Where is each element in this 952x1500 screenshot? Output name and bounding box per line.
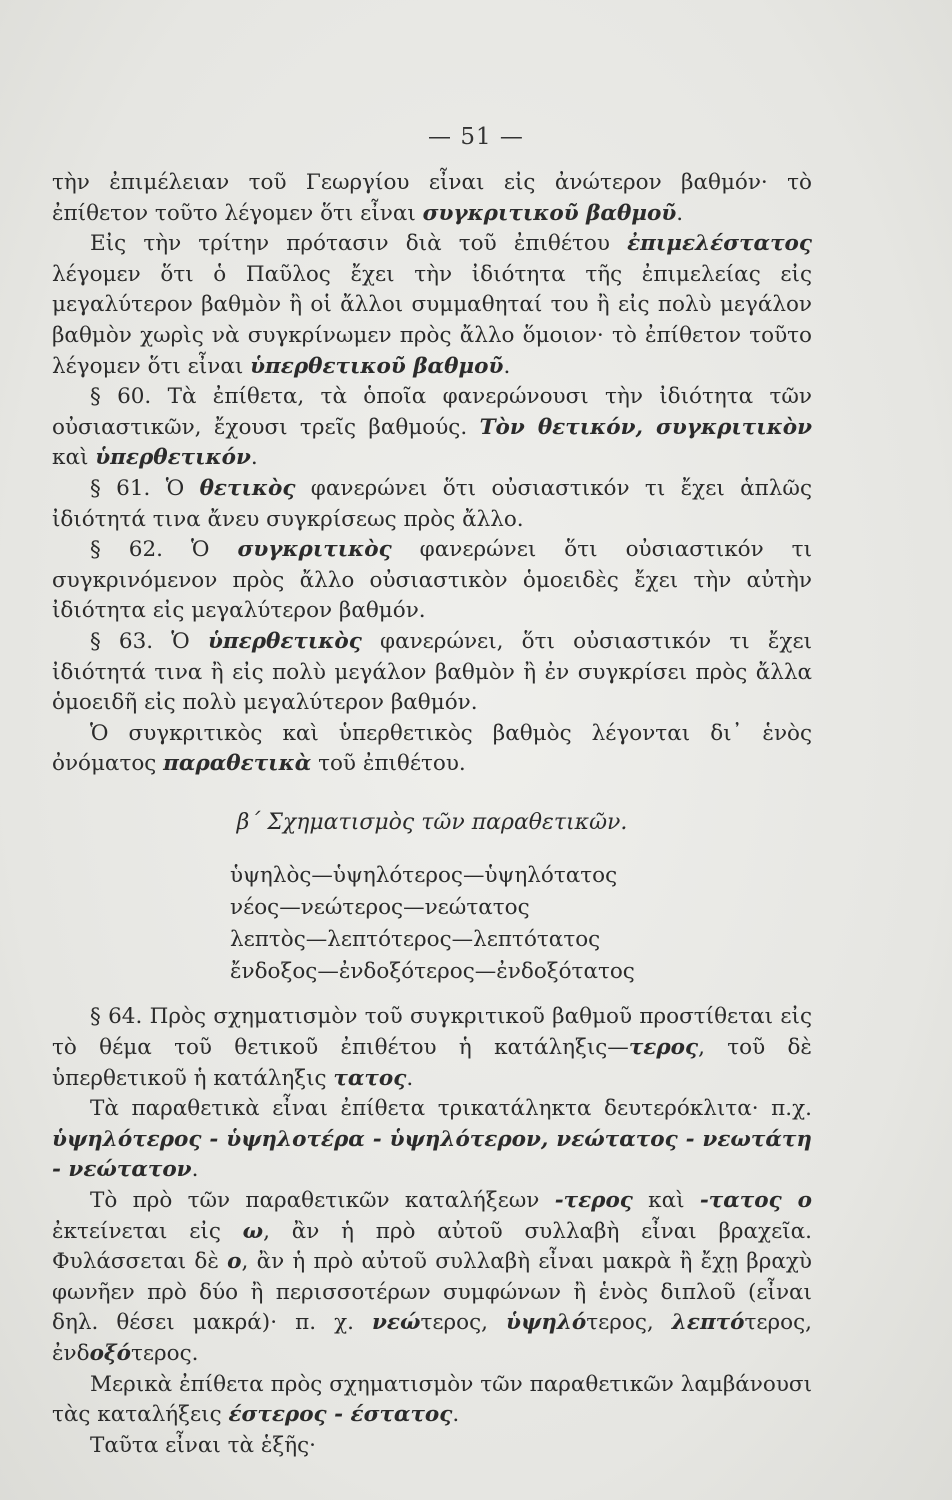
text-run: Μερικὰ ἐπίθετα πρὸς σχηματισμὸν τῶν παραθετικῶν λαμβάνουσι τὰς καταλήξεις: [52, 1371, 812, 1428]
text-run: .: [406, 1065, 414, 1091]
emphasis: παραθετικὰ: [163, 751, 312, 777]
emphasis: ὑψηλό: [506, 1310, 587, 1336]
emphasis: ω: [242, 1218, 264, 1244]
text-run: Τὰ παραθετικὰ εἶναι ἐπίθετα τρικατάληκτα δευτερόκλιτα· π.χ.: [90, 1096, 812, 1122]
emphasis: ὑψηλότερος - ὑψηλοτέρα - ὑψηλότερον, νεώτατος - νεωτάτη - νεώτατον: [52, 1126, 812, 1183]
section-63: [52, 627, 812, 719]
text-run: ἐκτείνεται εἰς: [52, 1218, 243, 1244]
emphasis: ἐπιμελέστατος: [627, 231, 812, 257]
text-run: τὴν ἐπιμέλειαν τοῦ Γεωργίου εἶναι εἰς ἀνώτερον βαθμόν· τὸ ἐπίθετον τοῦτο λέγομεν ὅτι εἶναι: [52, 170, 812, 226]
forms-row: ἔνδοξος—ἐνδοξότερος—ἐνδοξότατος: [230, 959, 635, 985]
text-run: § 60. Τὰ ἐπίθετα, τὰ ὁποῖα φανερώνουσι τὴν ἰδιότητα τῶν οὐσιαστικῶν, ἔχουσι τρεῖς βαθμούς.: [52, 384, 812, 440]
text-run: λέγομεν ὅτι ὁ Παῦλος ἔχει τὴν ἰδιότητα τῆς ἐπιμελείας εἰς μεγαλύτερον βαθμὸν ἢ οἱ ἄλλοι συμμαθηταί του ἢ εἰς πολὺ μεγάλον βαθμὸν χωρὶς νὰ συγκρίνωμεν πρὸς ἄλλο ὅμοιον· τὸ ἐπίθετον τοῦτο λέγομεν ὅτι εἶναι: [52, 261, 812, 379]
text-run: φανερώνει, ὅτι οὐσιαστικόν τι ἔχει ἰδιότητά τινα ἢ εἰς πολὺ μεγάλον βαθμὸν ἢ ἐν συγκρίσει πρὸς ἄλλα ὁμοειδῆ εἰς πολὺ μεγαλύτερον βαθμόν.: [52, 628, 813, 716]
text-run: , ἂν ἡ πρὸ αὐτοῦ συλλαβὴ εἶναι βραχεῖα. Φυλάσσεται δὲ: [52, 1218, 812, 1275]
section-62: [52, 535, 812, 627]
text-run: Τὸ πρὸ τῶν παραθετικῶν καταλήξεων: [90, 1188, 555, 1214]
emphasis: λεπτό: [671, 1310, 745, 1336]
paragraph-final: Ταῦτα εἶναι τὰ ἑξῆς·: [90, 1432, 316, 1458]
text-run: .: [676, 200, 684, 226]
emphasis: συγκριτικοῦ βαθμοῦ: [422, 200, 677, 226]
emphasis: ὑπερθετικόν: [95, 445, 251, 471]
text-run: , ἂν ἡ πρὸ αὐτοῦ συλλαβὴ εἶναι μακρὰ ἢ ἔχῃ βραχὺ φωνῆεν πρὸ δύο ἢ περισσοτέρων συμφώνων ἢ ἑνὸς διπλοῦ (εἶναι δηλ. θέσει μακρά)· π. χ.: [52, 1249, 812, 1336]
forms-row: νέος—νεώτερος—νεώτατος: [230, 895, 530, 921]
emphasis: έστερος - έστατος: [228, 1402, 453, 1428]
emphasis: -τατος ο: [699, 1188, 812, 1214]
emphasis: -τερος: [554, 1188, 633, 1214]
emphasis: θετικὸς: [199, 475, 296, 501]
text-run: .: [250, 445, 258, 471]
paragraph-vowel-rule: [52, 1186, 812, 1370]
emphasis: Τὸν θετικόν, συγκριτικὸν: [479, 414, 813, 440]
text-run: τερος.: [130, 1341, 199, 1366]
text-run: § 61. Ὁ: [90, 475, 200, 501]
emphasis: νεώ: [372, 1310, 421, 1336]
text-run: τερος, ἐνδ: [52, 1310, 812, 1366]
text-run: τερος,: [586, 1310, 672, 1336]
text-run: .: [452, 1402, 460, 1428]
emphasis: ο: [227, 1249, 242, 1275]
text-run: .: [191, 1157, 199, 1183]
emphasis: τατος: [333, 1065, 407, 1091]
text-run: φανερώνει ὅτι οὐσιαστικόν τι ἔχει ἁπλῶς ἰδιότητά τινα ἄνευ συγκρίσεως πρὸς ἄλλο.: [52, 475, 813, 532]
text-run: .: [503, 353, 511, 379]
section-61: [52, 474, 812, 535]
text-run: § 63. Ὁ: [90, 628, 208, 654]
emphasis: ὑπερθετικοῦ βαθμοῦ: [250, 353, 504, 379]
text-run: καὶ: [632, 1188, 700, 1214]
text-run: τερος,: [420, 1310, 507, 1336]
emphasis: οξό: [89, 1341, 131, 1366]
text-run: § 62. Ὁ: [90, 537, 238, 563]
text-run: Εἰς τὴν τρίτην πρότασιν διὰ τοῦ ἐπιθέτου: [90, 231, 628, 257]
text-run: , τοῦ δὲ ὑπερθετικοῦ ἡ κατάληξις: [52, 1035, 812, 1091]
emphasis: τερος: [628, 1035, 699, 1061]
forms-row: λεπτὸς—λεπτότερος—λεπτότατος: [230, 927, 601, 953]
emphasis: ὑπερθετικὸς: [207, 628, 362, 654]
text-run: Ὁ συγκριτικὸς καὶ ὑπερθετικὸς βαθμὸς λέγονται δι᾽ ἑνὸς ὀνόματος: [52, 720, 812, 777]
section-60: [52, 382, 812, 474]
section-64: [52, 1002, 812, 1094]
text-run: φανερώνει ὅτι οὐσιαστικόν τι συγκρινόμενον πρὸς ἄλλο οὐσιαστικὸν ὁμοειδὲς ἔχει τὴν αὐτὴν ἰδιότητα εἰς μεγαλύτερον βαθμόν.: [52, 537, 812, 624]
paragraph-esteros: [52, 1370, 812, 1431]
page-body: [52, 168, 812, 1461]
page-number: — 51 —: [428, 124, 524, 150]
paragraph-examples: [52, 1094, 812, 1186]
section-heading: β΄ Σχηματισμὸς τῶν παραθετικῶν.: [236, 809, 628, 835]
text-run: καὶ: [52, 445, 96, 471]
paragraph-2: [52, 229, 812, 382]
paragraph-parathetika: [52, 719, 812, 780]
emphasis: συγκριτικὸς: [237, 537, 392, 563]
text-run: § 64. Πρὸς σχηματισμὸν τοῦ συγκριτικοῦ βαθμοῦ προστίθεται εἰς τὸ θέμα τοῦ θετικοῦ ἐπιθέτου ἡ κατάληξις—: [52, 1004, 812, 1061]
forms-row: ὑψηλὸς—ὑψηλότερος—ὑψηλότατος: [230, 863, 618, 889]
text-run: τοῦ ἐπιθέτου.: [311, 751, 466, 777]
paragraph-1: [52, 168, 812, 229]
forms-list: [52, 860, 812, 988]
